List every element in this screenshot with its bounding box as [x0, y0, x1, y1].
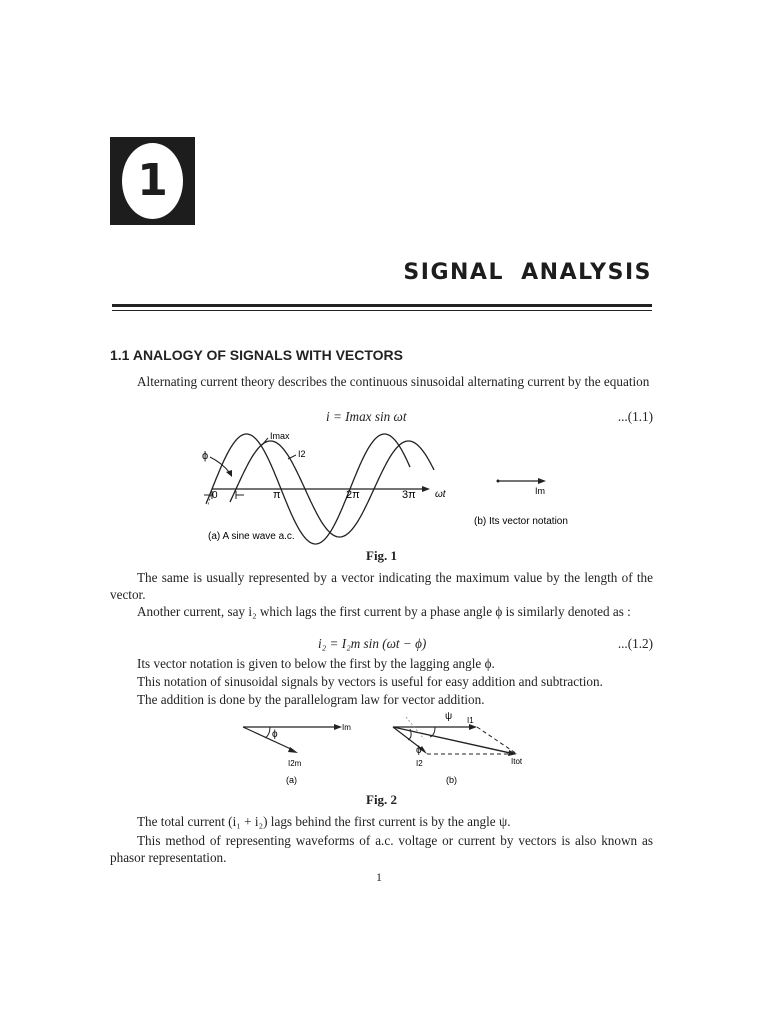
- paragraph-1: [110, 373, 653, 390]
- figure-2-caption: Fig. 2: [366, 792, 398, 807]
- equation-1-text: i = Imax sin ωt: [326, 409, 407, 424]
- paragraph-4-text: Its vector notation is given to below the first by the lagging angle ϕ.: [137, 656, 495, 671]
- figure-2: [230, 705, 540, 790]
- wt-axis-arrow: [422, 486, 430, 492]
- paragraph-3: [110, 603, 653, 620]
- chapter-title: SIGNAL ANALYSIS: [403, 260, 652, 285]
- section-heading: 1.1 ANALOGY OF SIGNALS WITH VECTORS: [110, 347, 403, 363]
- fig1-sub-b: (b) Its vector notation: [474, 516, 568, 527]
- chapter-number-oval: [122, 143, 183, 219]
- paragraph-5: [110, 673, 653, 690]
- paragraph-7: [110, 813, 653, 830]
- fig2-sub-b: (b): [446, 775, 457, 785]
- tick-zero: 0: [212, 490, 218, 501]
- tick-pi: π: [273, 489, 281, 501]
- tick-two-pi: 2π: [346, 489, 360, 501]
- chapter-number: 1: [137, 155, 168, 206]
- fig2-sub-a: (a): [286, 775, 297, 785]
- chapter-number-box: [110, 137, 195, 225]
- paragraph-8: [110, 832, 653, 866]
- title-rule-thick: [112, 304, 652, 307]
- paragraph-3-text: Another current, say i₂ which lags the first current by a phase angle ϕ is similarly denoted as :: [137, 604, 631, 619]
- phi-label: ϕ: [202, 450, 209, 462]
- imax-label: Imax: [270, 431, 290, 441]
- title-rule-thin: [112, 310, 652, 311]
- paragraph-5-text: This notation of sinusoidal signals by vectors is useful for easy addition and subtraction.: [137, 674, 603, 689]
- omega-t-label: ωt: [435, 489, 446, 500]
- paragraph-6-text: The addition is done by the parallelogram law for vector addition.: [137, 692, 485, 707]
- paragraph-2-text: The same is usually represented by a vector indicating the maximum value by the length of the vector.: [110, 570, 653, 602]
- fig1-sub-a: (a) A sine wave a.c.: [208, 531, 295, 542]
- equation-2-number: ...(1.2): [617, 636, 653, 651]
- fig2b-phi: ϕ: [416, 745, 422, 756]
- equation-1-number: ...(1.1): [617, 409, 653, 424]
- page-number: 1: [376, 870, 382, 884]
- fig2b-i1-label: I1: [467, 716, 474, 725]
- vector-im-label: Im: [535, 486, 545, 496]
- figure-1-caption: Fig. 1: [366, 548, 398, 563]
- fig2a-phi: ϕ: [272, 729, 278, 740]
- equation-1: [326, 409, 406, 425]
- paragraph-8-text: This method of representing waveforms of a.c. voltage or current by vectors is also known as phasor representation.: [110, 833, 653, 865]
- fig2b-itot-label: Itot: [511, 757, 523, 766]
- paragraph-4: [110, 655, 653, 672]
- i2-label: I2: [298, 449, 306, 459]
- fig2b-psi: ψ: [445, 711, 453, 722]
- fig2b-i2-label: I2: [416, 759, 423, 768]
- paragraph-2: [110, 569, 653, 603]
- equation-2-text: i₂ = I₂m sin (ωt − ϕ): [318, 636, 427, 651]
- tick-three-pi: 3π: [402, 489, 416, 501]
- fig2a-i2m-label: I2m: [288, 759, 302, 768]
- figure-1: [190, 425, 590, 550]
- fig2a-i2m-vector: [243, 727, 293, 750]
- paragraph-1-text: Alternating current theory describes the continuous sinusoidal alternating current by the equation: [137, 374, 650, 389]
- paragraph-7-text: The total current (i₁ + i₂) lags behind the first current is by the angle ψ.: [137, 814, 511, 829]
- equation-2: [318, 636, 426, 652]
- fig2a-im-label: Im: [342, 723, 351, 732]
